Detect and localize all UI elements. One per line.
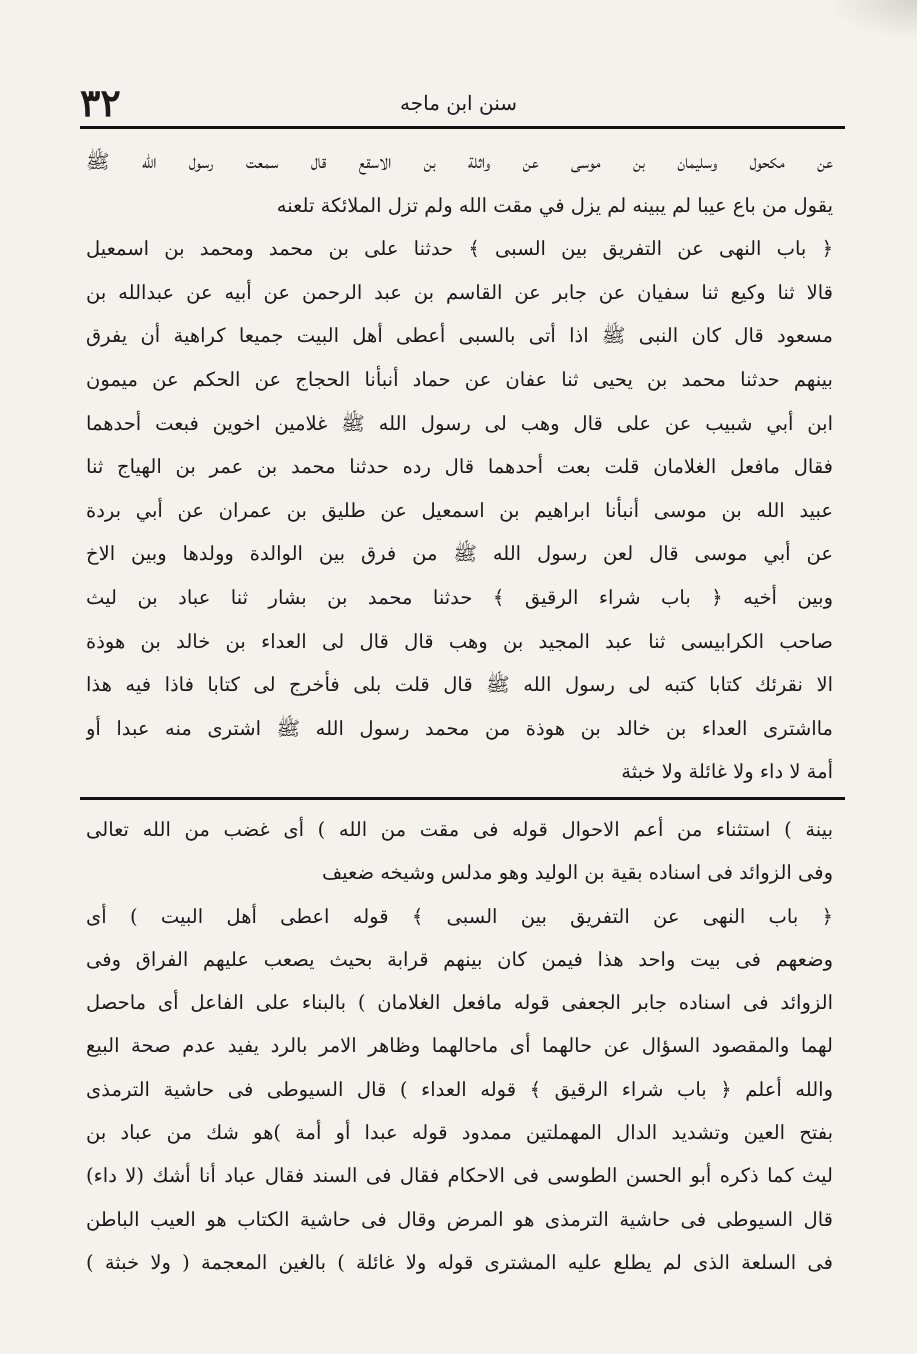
text-line: عن أبي موسى قال لعن رسول الله ﷺ من فرق بين الوالدة وولدها وبين الاخ [86, 542, 833, 566]
text-line: صاحب الكرابيسى ثنا عبد المجيد بن وهب قال قال لى العداء بن خالد بن هوذة [86, 629, 833, 653]
commentary-notes [86, 808, 833, 1284]
text-line: وبين أخيه ﴿ باب شراء الرقيق ﴾ حدثنا محمد بن بشار ثنا عباد بن ليث [86, 585, 833, 609]
note-line: والله أعلم ﴿ باب شراء الرقيق ﴾ قوله العداء ) قال السيوطى فى حاشية الترمذى [86, 1077, 833, 1101]
text-line: قالا ثنا وكيع ثنا سفيان عن جابر عن القاسم بن عبد الرحمن عن أبيه عن عبدالله بن [86, 280, 833, 304]
text-line: مسعود قال كان النبى ﷺ اذا أتى بالسبى أعطى أهل البيت جميعا كراهية أن يفرق [86, 324, 833, 348]
note-line: لهما والمقصود السؤال عن حالهما أى ماحالهما وظاهر الامر بالرد يفيد عدم صحة البيع [86, 1034, 833, 1058]
footnote-rule [80, 797, 845, 800]
text-line: ابن أبي شبيب عن على قال وهب لى رسول الله ﷺ غلامين اخوين فبعت أحدهما [86, 411, 833, 435]
note-line: فى السلعة الذى لم يطلع عليه المشترى قوله ولا غائلة ) بالغين المعجمة ( ولا خبثة ) [86, 1250, 833, 1274]
note-line: الزوائد فى اسناده جابر الجعفى قوله مافعل الغلامان ) بالبناء على الفاعل أى ماحصل [86, 991, 833, 1015]
running-title: سنن ابن ماجه [400, 91, 517, 115]
text-line: الا نقرئك كتابا كتبه لى رسول الله ﷺ قال قلت بلى فأخرج لى كتابا فاذا فيه هذا [86, 673, 833, 697]
text-line: عبيد الله بن موسى أنبأنا ابراهيم بن اسمعيل عن طليق بن عمران عن أبي بردة [86, 498, 833, 522]
scan-smudge [827, 0, 917, 40]
note-line: بينة ) استثناء من أعم الاحوال قوله فى مقت من الله ) أى غضب من الله تعالى [86, 818, 833, 841]
note-line: ﴿ باب النهى عن التفريق بين السبى ﴾ قوله اعطى أهل البيت ) أى [86, 904, 833, 928]
page-number: ٣٢ [80, 80, 121, 125]
note-line: بفتح العين وتشديد الدال المهملتين ممدود قوله عبدا أو أمة )هو شك من عباد بن [86, 1121, 833, 1145]
note-line: قال السيوطى فى حاشية الترمذى هو المرض وقال فى حاشية الكتاب هو العيب الباطن [86, 1207, 833, 1231]
note-line: وضعهم فى بيت واحد هذا فيمن كان بينهم قرابة بحيث يصعب عليهم الفراق وفى [86, 947, 833, 971]
header-rule [80, 126, 845, 129]
text-line: أمة لا داء ولا غائلة ولا خبثة [621, 760, 833, 784]
text-line: فقال مافعل الغلامان قلت بعت أحدهما قال رده حدثنا محمد بن عمر بن الهياج ثنا [86, 455, 833, 479]
note-line: ليث كما ذكره أبو الحسن الطوسى فى الاحكام فقال فى السند فقال عباد أنا أشك (لا داء) [86, 1164, 833, 1188]
text-line: يقول من باع عيبا لم يبينه لم يزل في مقت الله ولم تزل الملائكة تلعنه [276, 193, 833, 217]
main-text [86, 140, 833, 794]
text-line: عن مكحول وسليمان بن موسى عن واثلة بن الاسقع قال سمعت رسول الله ﷺ [86, 150, 833, 173]
text-line: ﴿ باب النهى عن التفريق بين السبى ﴾ حدثنا على بن محمد ومحمد بن اسمعيل [86, 237, 833, 261]
text-line: بينهم حدثنا محمد بن يحيى ثنا عفان عن حماد أنبأنا الحجاج عن الحكم عن ميمون [86, 367, 833, 391]
page-header [80, 80, 837, 126]
text-line: مااشترى العداء بن خالد بن هوذة من محمد رسول الله ﷺ اشترى منه عبدا أو [86, 716, 833, 740]
note-line: وفى الزوائد فى اسناده بقية بن الوليد وهو مدلس وشيخه ضعيف [321, 861, 833, 885]
